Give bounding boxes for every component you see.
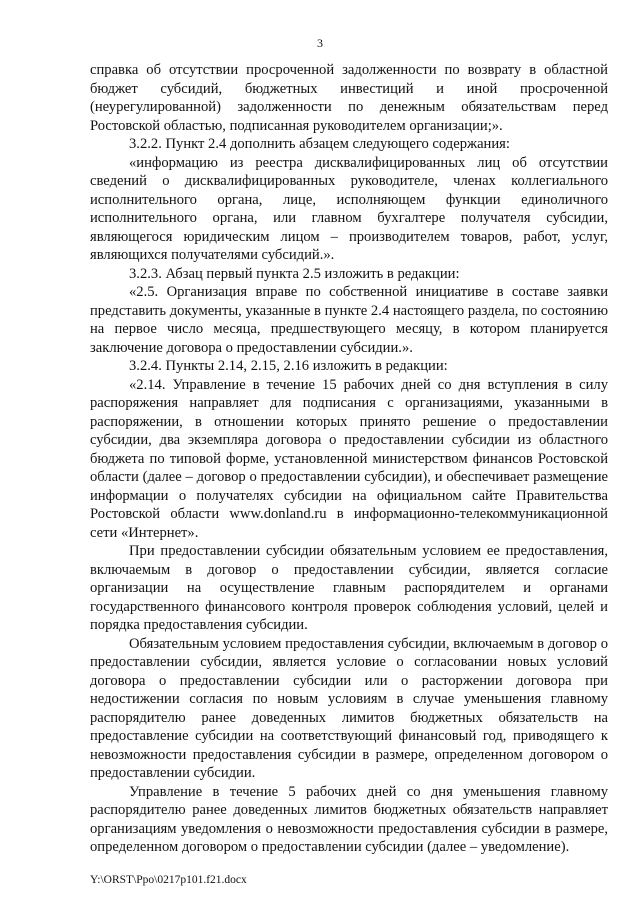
paragraph-mandatory-condition: Обязательным условием предоставления субсидии, включаемым в договор о предоставлении субсидии, является условие о согласовании новых условий договора о предоставлении субсидии или о расторжении договора при недостижении согласия по новым условиям в случае уменьшения главному распорядителю ранее доведенных лимитов бюджетных обязательств на предоставление субсидии на соответствующий финансовый год, приводящего к невозможности предоставления субсидии в размере, определенном договором о предоставлении субсидии. [90,635,608,781]
paragraph-notification: Управление в течение 5 рабочих дней со дня уменьшения главному распорядителю ранее доведенных лимитов бюджетных обязательств направляет организациям уведомления о невозможности предоставления субсидии в размере, определенном договором о предоставлении субсидии (далее – уведомление). [90,783,608,855]
paragraph-3-2-3: 3.2.3. Абзац первый пункта 2.5 изложить в редакции: [129,265,460,282]
paragraph-continuation: справка об отсутствии просроченной задолженности по возврату в областной бюджет субсидий, бюджетных инвестиций и иной просроченной (неурегулированной) задолженности по денежным обязательствам перед Ростовской областью, подписанная руководителем организации;». [90,62,608,134]
paragraph-quote-disqualified-registry: «информацию из реестра дисквалифицированных лиц об отсутствии сведений о дисквалифицированных руководителе, членах коллегиального исполнительного органа, лице, исполняющем функции единоличного исполнительного органа, или главном бухгалтере получателя субсидии, являющегося юридическим лицом – производителем товаров, работ, услуг, являющихся получателями субсидий.». [90,154,608,263]
paragraph-quote-2-5: «2.5. Организация вправе по собственной инициативе в составе заявки представить документы, указанные в пункте 2.4 настоящего раздела, по состоянию на первое число месяца, предшествующего месяцу, в котором планируется заключение договора о предоставлении субсидии.». [90,284,608,356]
paragraph-control-consent: При предоставлении субсидии обязательным условием ее предоставления, включаемым в договор о предоставлении субсидии, является согласие организации на осуществление главным распорядителем и органами государственного финансового контроля проверок соблюдения условий, целей и порядка предоставления субсидии. [90,543,608,633]
document-body [90,61,608,857]
paragraph-quote-2-14: «2.14. Управление в течение 15 рабочих дней со дня вступления в силу распоряжения направляет для подписания с организациями, указанными в распоряжении, в отношении которых принято решение о предоставлении субсидии, два экземпляра договора о предоставлении субсидии из областного бюджета по типовой форме, установленной министерством финансов Ростовской области (далее – договор о предоставлении субсидии), и обеспечивает размещение информации о получателях субсидии на официальном сайте Правительства Ростовской области www.donland.ru в информационно-телекоммуникационной сети «Интернет». [90,376,608,541]
paragraph-3-2-2: 3.2.2. Пункт 2.4 дополнить абзацем следующего содержания: [129,136,510,152]
footer-file-path: Y:\ORST\Ppo\0217p101.f21.docx [90,874,247,886]
paragraph-3-2-4: 3.2.4. Пункты 2.14, 2.15, 2.16 изложить в редакции: [129,358,448,374]
page-number: 3 [317,36,323,50]
